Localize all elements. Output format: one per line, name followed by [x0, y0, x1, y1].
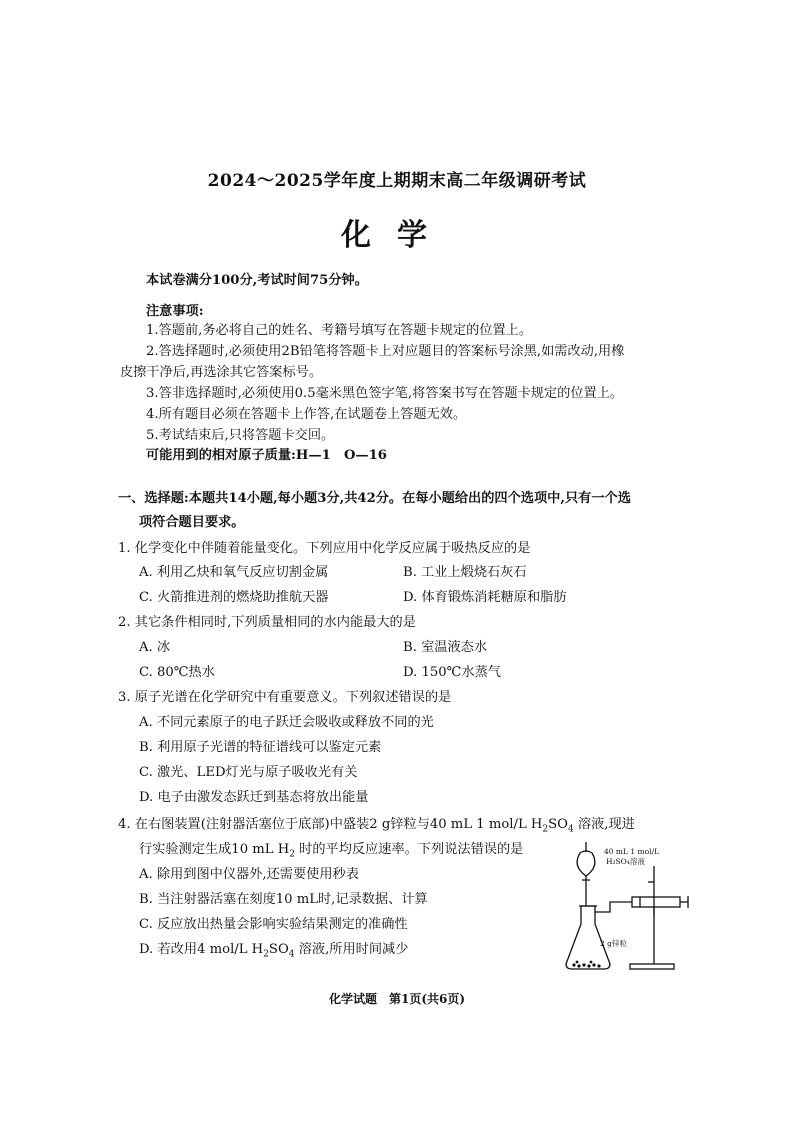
notice-item-1: 1.答题前,务必将自己的姓名、考籍号填写在答题卡规定的位置上。 [146, 323, 533, 338]
q1-stem: 1. 化学变化中伴随着能量变化。下列应用中化学反应属于吸热反应的是 [118, 541, 531, 556]
q2-option-b: B. 室温液态水 [403, 640, 488, 655]
q1-option-b: B. 工业上煅烧石灰石 [403, 565, 527, 580]
q4-option-d: D. 若改用4 mol/L $H_2SO_4$ 溶液,所用时间减少 [139, 942, 409, 960]
q3-option-c: C. 激光、LED灯光与原子吸收光有关 [139, 765, 358, 780]
notice-item-5: 5.考试结束后,只将答题卡交回。 [146, 428, 335, 443]
notice-item-4: 4.所有题目必须在答题卡上作答,在试题卷上答题无效。 [146, 407, 467, 422]
q2-stem: 2. 其它条件相同时,下列质量相同的水内能最大的是 [118, 615, 416, 630]
q1-option-a: A. 利用乙炔和氧气反应切割金属 [139, 565, 329, 580]
q3-option-a: A. 不同元素原子的电子跃迁会吸收或释放不同的光 [139, 715, 434, 730]
notice-item-3: 3.答非选择题时,必须使用0.5毫米黑色签字笔,将答案书写在答题卡规定的位置上。 [146, 386, 624, 401]
acid-volume-label: 40 mL 1 mol/L [604, 847, 660, 856]
section-1-heading: 一、选择题:本题共14小题,每小题3分,共42分。在每小题给出的四个选项中,只有一个选 [118, 491, 631, 506]
notice-item-2: 2.答选择题时,必须使用2B铅笔将答题卡上对应题目的答案标号涂黑,如需改动,用橡 [146, 344, 625, 359]
q4-option-a: A. 除用到图中仪器外,还需要使用秒表 [139, 867, 359, 882]
section-1-heading-cont: 项符合题目要求。 [139, 515, 245, 530]
q1-option-c: C. 火箭推进剂的燃烧助推航天器 [139, 590, 329, 605]
exam-title: 2024～2025学年度上期期末高二年级调研考试 [207, 171, 587, 191]
acid-solution-label: H₂SO₄溶液 [606, 857, 645, 866]
atomic-mass-note: 可能用到的相对原子质量:H—1 O—16 [146, 448, 387, 463]
q1-option-d: D. 体育锻炼消耗糖原和脂肪 [403, 590, 567, 605]
q2-option-a: A. 冰 [139, 640, 171, 655]
subject-title: 化学 [341, 218, 453, 253]
q4-option-c: C. 反应放出热量会影响实验结果测定的准确性 [139, 917, 408, 932]
page-footer: 化学试题 第1页(共6页) [328, 992, 466, 1006]
q2-option-d: D. 150℃水蒸气 [403, 665, 501, 680]
zinc-label: 2 g锌粒 [600, 939, 627, 948]
q2-option-c: C. 80℃热水 [139, 665, 215, 680]
notice-heading: 注意事项: [146, 304, 204, 319]
q3-option-d: D. 电子由激发态跃迁到基态将放出能量 [139, 790, 369, 805]
q4-stem-line-1: 4. 在右图装置(注射器活塞位于底部)中盛装2 g锌粒与40 mL 1 mol/L $H_2SO_4$ 溶液,现进 [118, 817, 635, 835]
reaction-apparatus-figure [560, 836, 700, 976]
intro-text: 本试卷满分100分,考试时间75分钟。 [146, 273, 368, 288]
q3-stem: 3. 原子光谱在化学研究中有重要意义。下列叙述错误的是 [118, 690, 452, 705]
q4-stem-line-2: 行实验测定生成10 mL $H_2$ 时的平均反应速率。下列说法错误的是 [139, 842, 524, 860]
q3-option-b: B. 利用原子光谱的特征谱线可以鉴定元素 [139, 740, 382, 755]
notice-item-2-cont: 皮擦干净后,再选涂其它答案标号。 [120, 365, 323, 380]
q4-option-b: B. 当注射器活塞在刻度10 mL时,记录数据、计算 [139, 892, 428, 907]
